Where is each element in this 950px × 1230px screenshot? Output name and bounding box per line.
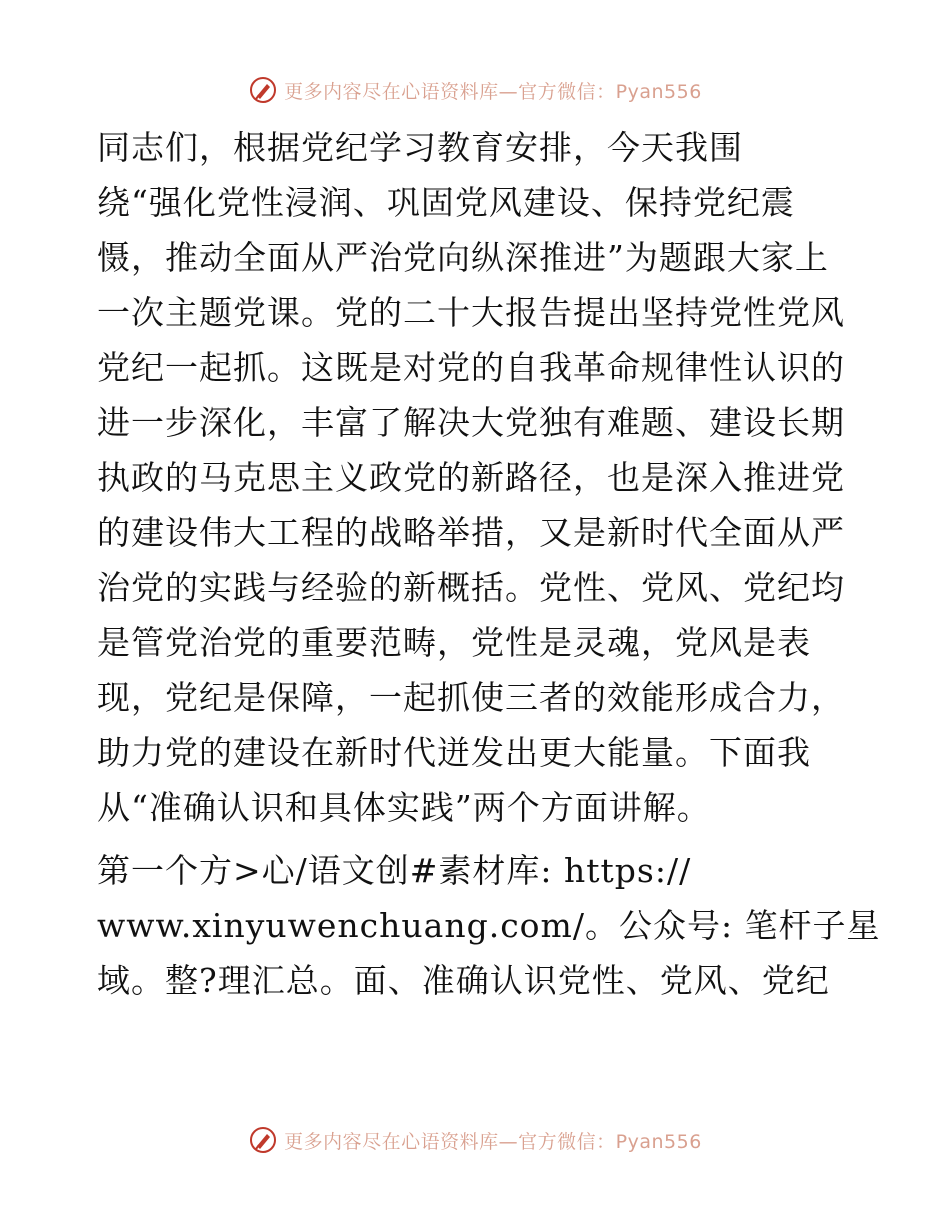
text-line: 党纪一起抓。这既是对党的自我革命规律性认识的 — [97, 348, 845, 387]
header-watermark-banner — [0, 70, 950, 110]
text-line: www.xinyuwenchuang.com/。公众号: 笔杆子星 — [97, 906, 881, 945]
header-watermark-text: 更多内容尽在心语资料库—官方微信：Pyan556 — [284, 80, 702, 103]
text-line: 第一个方>心/语文创#素材库: https:// — [97, 851, 692, 890]
footer-watermark-text: 更多内容尽在心语资料库—官方微信：Pyan556 — [284, 1130, 702, 1153]
text-line: 执政的马克思主义政党的新路径，也是深入推进党 — [97, 458, 845, 497]
text-line: 助力党的建设在新时代迸发出更大能量。下面我 — [97, 733, 811, 772]
text-line: 同志们，根据党纪学习教育安排，今天我围 — [97, 128, 743, 167]
pen-nib-logo-icon — [248, 1125, 278, 1155]
text-line: 域。整?理汇总。面、准确认识党性、党风、党纪 — [97, 961, 830, 1000]
document-body — [97, 120, 881, 1008]
text-line: 现，党纪是保障，一起抓使三者的效能形成合力， — [97, 678, 845, 717]
text-line: 治党的实践与经验的新概括。党性、党风、党纪均 — [97, 568, 845, 607]
paragraph-intro — [97, 120, 857, 835]
text-line: 一次主题党课。党的二十大报告提出坚持党性党风 — [97, 293, 845, 332]
text-line: 从“准确认识和具体实践”两个方面讲解。 — [97, 788, 711, 827]
text-line: 的建设伟大工程的战略举措，又是新时代全面从严 — [97, 513, 845, 552]
footer-watermark-banner — [0, 1120, 950, 1160]
paragraph-first-section — [97, 843, 881, 1008]
text-line: 进一步深化，丰富了解决大党独有难题、建设长期 — [97, 403, 845, 442]
text-line: 是管党治党的重要范畴，党性是灵魂，党风是表 — [97, 623, 811, 662]
text-line: 绕“强化党性浸润、巩固党风建设、保持党纪震 — [97, 183, 795, 222]
text-line: 慑，推动全面从严治党向纵深推进”为题跟大家上 — [97, 238, 829, 277]
pen-nib-logo-icon — [248, 75, 278, 105]
